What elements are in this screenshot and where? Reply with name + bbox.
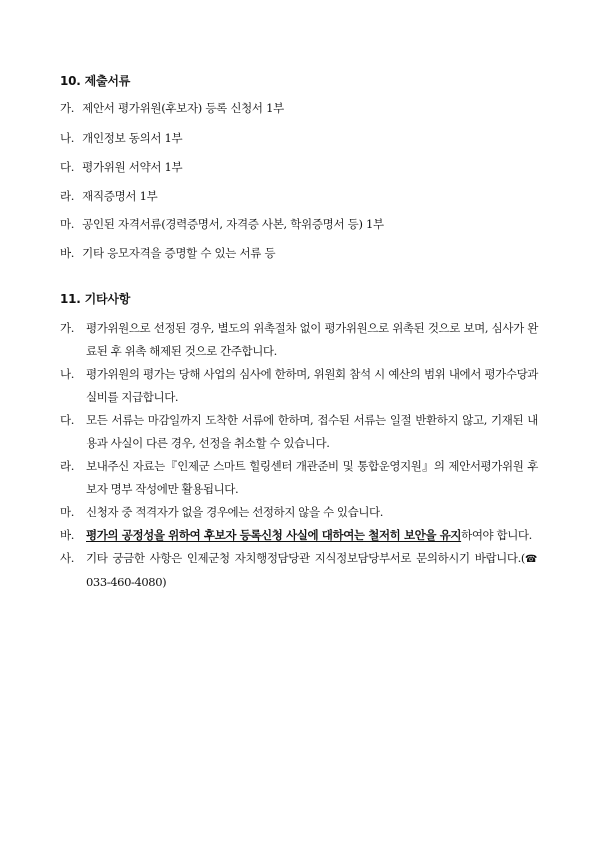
submission-item-ga [60, 100, 284, 116]
security-emphasis: 평가의 공정성을 위하여 후보자 등록신청 사실에 대하여는 철저히 보안을 유지 [86, 528, 462, 542]
item-text: 개인정보 동의서 1부 [82, 131, 183, 145]
item-text: 모든 서류는 마감일까지 도착한 서류에 한하며, 접수된 서류는 일절 반환하지 않고, 기재된 내용과 사실이 다른 경우, 선정을 취소할 수 있습니다. [86, 413, 538, 450]
item-marker: 바. [60, 528, 74, 542]
item-marker: 나. [60, 131, 75, 145]
section-11-title: 11. 기타사항 [60, 292, 131, 306]
item-text: 재직증명서 1부 [82, 189, 158, 203]
submission-item-ma [60, 216, 384, 232]
item-marker: 다. [60, 413, 74, 427]
item-text-wrapper [86, 547, 538, 594]
closing-paren: ) [162, 575, 167, 589]
item-text: 하여야 합니다. [461, 528, 532, 542]
item-marker: 바. [60, 246, 75, 260]
note-item-ma [60, 501, 538, 524]
submission-item-da [60, 159, 182, 175]
note-item-ga [60, 317, 538, 363]
note-item-ba [60, 524, 538, 547]
telephone-icon: ☎ [524, 554, 537, 565]
item-text-wrapper [86, 524, 538, 547]
item-marker: 가. [60, 321, 74, 335]
submission-item-ra [60, 188, 157, 204]
item-marker: 가. [60, 101, 75, 115]
contact-phone: 033-460-4080 [86, 575, 163, 589]
submission-item-ba [60, 245, 275, 261]
item-text: 신청자 중 적격자가 없을 경우에는 선정하지 않을 수 있습니다. [86, 505, 384, 519]
item-text: 보내주신 자료는『인제군 스마트 힐링센터 개관준비 및 통합운영지원』의 제안서평가위원 후보자 명부 작성에만 활용됩니다. [86, 459, 538, 496]
note-item-da [60, 409, 538, 455]
section-10-title: 10. 제출서류 [60, 74, 131, 88]
item-text: 기타 궁금한 사항은 인제군청 자치행정담당관 지식정보담당부서로 문의하시기 바랍니다.( [86, 551, 525, 565]
item-text: 공인된 자격서류(경력증명서, 자격증 사본, 학위증명서 등) 1부 [82, 217, 384, 231]
item-text: 기타 응모자격을 증명할 수 있는 서류 등 [82, 246, 276, 260]
item-marker: 라. [60, 459, 74, 473]
item-marker: 사. [60, 551, 74, 565]
item-text: 평가위원으로 선정된 경우, 별도의 위촉절차 없이 평가위원으로 위촉된 것으로 보며, 심사가 완료된 후 위촉 해제된 것으로 간주합니다. [86, 321, 538, 358]
submission-item-na [60, 130, 182, 146]
item-marker: 마. [60, 505, 74, 519]
item-text: 평가위원의 평가는 당해 사업의 심사에 한하며, 위원회 참석 시 예산의 범위 내에서 평가수당과 실비를 지급합니다. [86, 367, 538, 404]
notes-list [60, 317, 538, 594]
note-item-sa [60, 547, 538, 594]
item-text: 평가위원 서약서 1부 [82, 160, 183, 174]
item-marker: 다. [60, 160, 75, 174]
item-marker: 라. [60, 189, 75, 203]
item-text: 제안서 평가위원(후보자) 등록 신청서 1부 [82, 101, 284, 115]
item-marker: 나. [60, 367, 74, 381]
note-item-ra [60, 455, 538, 501]
note-item-na [60, 363, 538, 409]
item-marker: 마. [60, 217, 75, 231]
